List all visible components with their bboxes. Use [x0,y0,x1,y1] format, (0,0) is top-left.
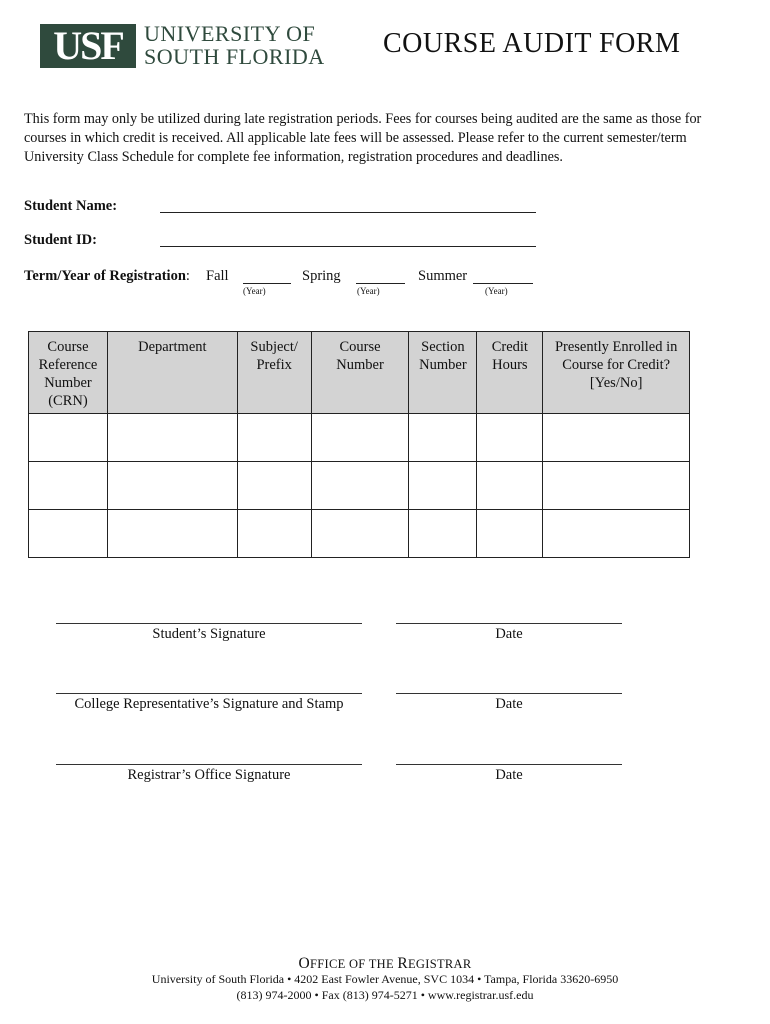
header-text: Number [44,375,92,391]
cell-course-number[interactable] [311,510,409,558]
intro-line-1: This form may only be utilized during late registration periods. Fees for courses being audited are the same as those for [24,111,702,127]
header-text: Subject/ [250,339,298,355]
student-signature-caption: Student’s Signature [152,626,266,642]
header-text: Section [421,339,465,355]
cell-subject-prefix[interactable] [237,510,311,558]
fall-label: Fall [206,268,229,284]
spring-year-hint: (Year) [357,286,380,296]
col-header-course-number [311,332,409,414]
footer-title-ffice: FFICE OF THE [309,957,398,971]
table-row [29,462,690,510]
col-header-department [107,332,237,414]
spring-label: Spring [302,268,341,284]
college-rep-signature-line[interactable] [56,693,362,694]
intro-line-3: University Class Schedule for complete fee information, registration procedures and deadlines. [24,149,563,165]
cell-credit-hours[interactable] [477,462,543,510]
university-name-line2: SOUTH FLORIDA [144,44,325,69]
course-table [28,331,690,558]
header-text: Hours [492,357,528,373]
university-name [144,22,325,68]
office-of-registrar-heading [0,955,770,973]
footer-title-egistrar: EGISTRAR [408,957,472,971]
cell-enrolled-for-credit[interactable] [543,414,690,462]
fall-year-field[interactable] [243,283,291,284]
table-row [29,510,690,558]
cell-course-number[interactable] [311,414,409,462]
registrar-date-caption: Date [495,767,523,783]
summer-year-field[interactable] [473,283,533,284]
table-header-row [29,332,690,414]
cell-enrolled-for-credit[interactable] [543,510,690,558]
term-year-label: Term/Year of Registration [24,268,186,284]
student-signature-line[interactable] [56,623,362,624]
student-signature-date-caption: Date [495,626,523,642]
term-year-label-group [24,268,190,285]
header-text: Number [336,357,384,373]
cell-credit-hours[interactable] [477,414,543,462]
cell-section-number[interactable] [409,462,477,510]
col-header-credit-hours [477,332,543,414]
student-name-label: Student Name: [24,198,118,214]
header-text: Course [47,339,89,355]
student-name-field[interactable] [160,212,536,213]
cell-crn[interactable] [29,462,108,510]
footer-title-o: O [298,955,310,972]
cell-subject-prefix[interactable] [237,462,311,510]
student-id-label: Student ID: [24,232,97,248]
college-rep-date-caption: Date [495,696,523,712]
registrar-date-line[interactable] [396,764,622,765]
cell-crn[interactable] [29,414,108,462]
fall-year-hint: (Year) [243,286,266,296]
cell-section-number[interactable] [409,414,477,462]
college-rep-date-line[interactable] [396,693,622,694]
col-header-enrolled-for-credit [543,332,690,414]
registrar-signature-caption: Registrar’s Office Signature [127,767,291,783]
form-title: COURSE AUDIT FORM [383,28,681,59]
college-rep-signature-caption: College Representative’s Signature and Stamp [74,696,344,712]
cell-department[interactable] [107,462,237,510]
intro-line-2: courses in which credit is received. All applicable late fees will be assessed. Please refer to the current semester/term [24,130,687,146]
header-text: (CRN) [48,393,88,409]
summer-label: Summer [418,268,468,284]
cell-subject-prefix[interactable] [237,414,311,462]
header-text: Credit [491,339,528,355]
spring-year-field[interactable] [356,283,405,284]
cell-course-number[interactable] [311,462,409,510]
cell-section-number[interactable] [409,510,477,558]
footer-address: University of South Florida • 4202 East Fowler Avenue, SVC 1034 • Tampa, Florida 33620-6950 [151,972,619,986]
header-text: Reference [38,357,98,373]
term-year-colon: : [185,268,190,284]
header-text: Course [339,339,381,355]
footer-title-r: R [397,955,408,972]
table-row [29,414,690,462]
usf-logo-mark: USF [40,24,136,68]
footer-contact: (813) 974-2000 • Fax (813) 974-5271 • www.registrar.usf.edu [236,988,534,1002]
student-signature-date-line[interactable] [396,623,622,624]
header-text: Number [419,357,467,373]
cell-department[interactable] [107,414,237,462]
col-header-section-number [409,332,477,414]
header-text: Course for Credit? [562,357,671,373]
col-header-subject-prefix [237,332,311,414]
cell-enrolled-for-credit[interactable] [543,462,690,510]
header-text: Presently Enrolled in [554,339,678,355]
header-text: Department [138,339,207,355]
header-text: Prefix [256,357,292,373]
university-name-line1: UNIVERSITY OF [144,21,316,46]
registrar-signature-line[interactable] [56,764,362,765]
cell-department[interactable] [107,510,237,558]
summer-year-hint: (Year) [485,286,508,296]
student-id-field[interactable] [160,246,536,247]
cell-credit-hours[interactable] [477,510,543,558]
cell-crn[interactable] [29,510,108,558]
header-text: [Yes/No] [589,375,643,391]
col-header-crn [29,332,108,414]
intro-paragraph [24,110,746,167]
